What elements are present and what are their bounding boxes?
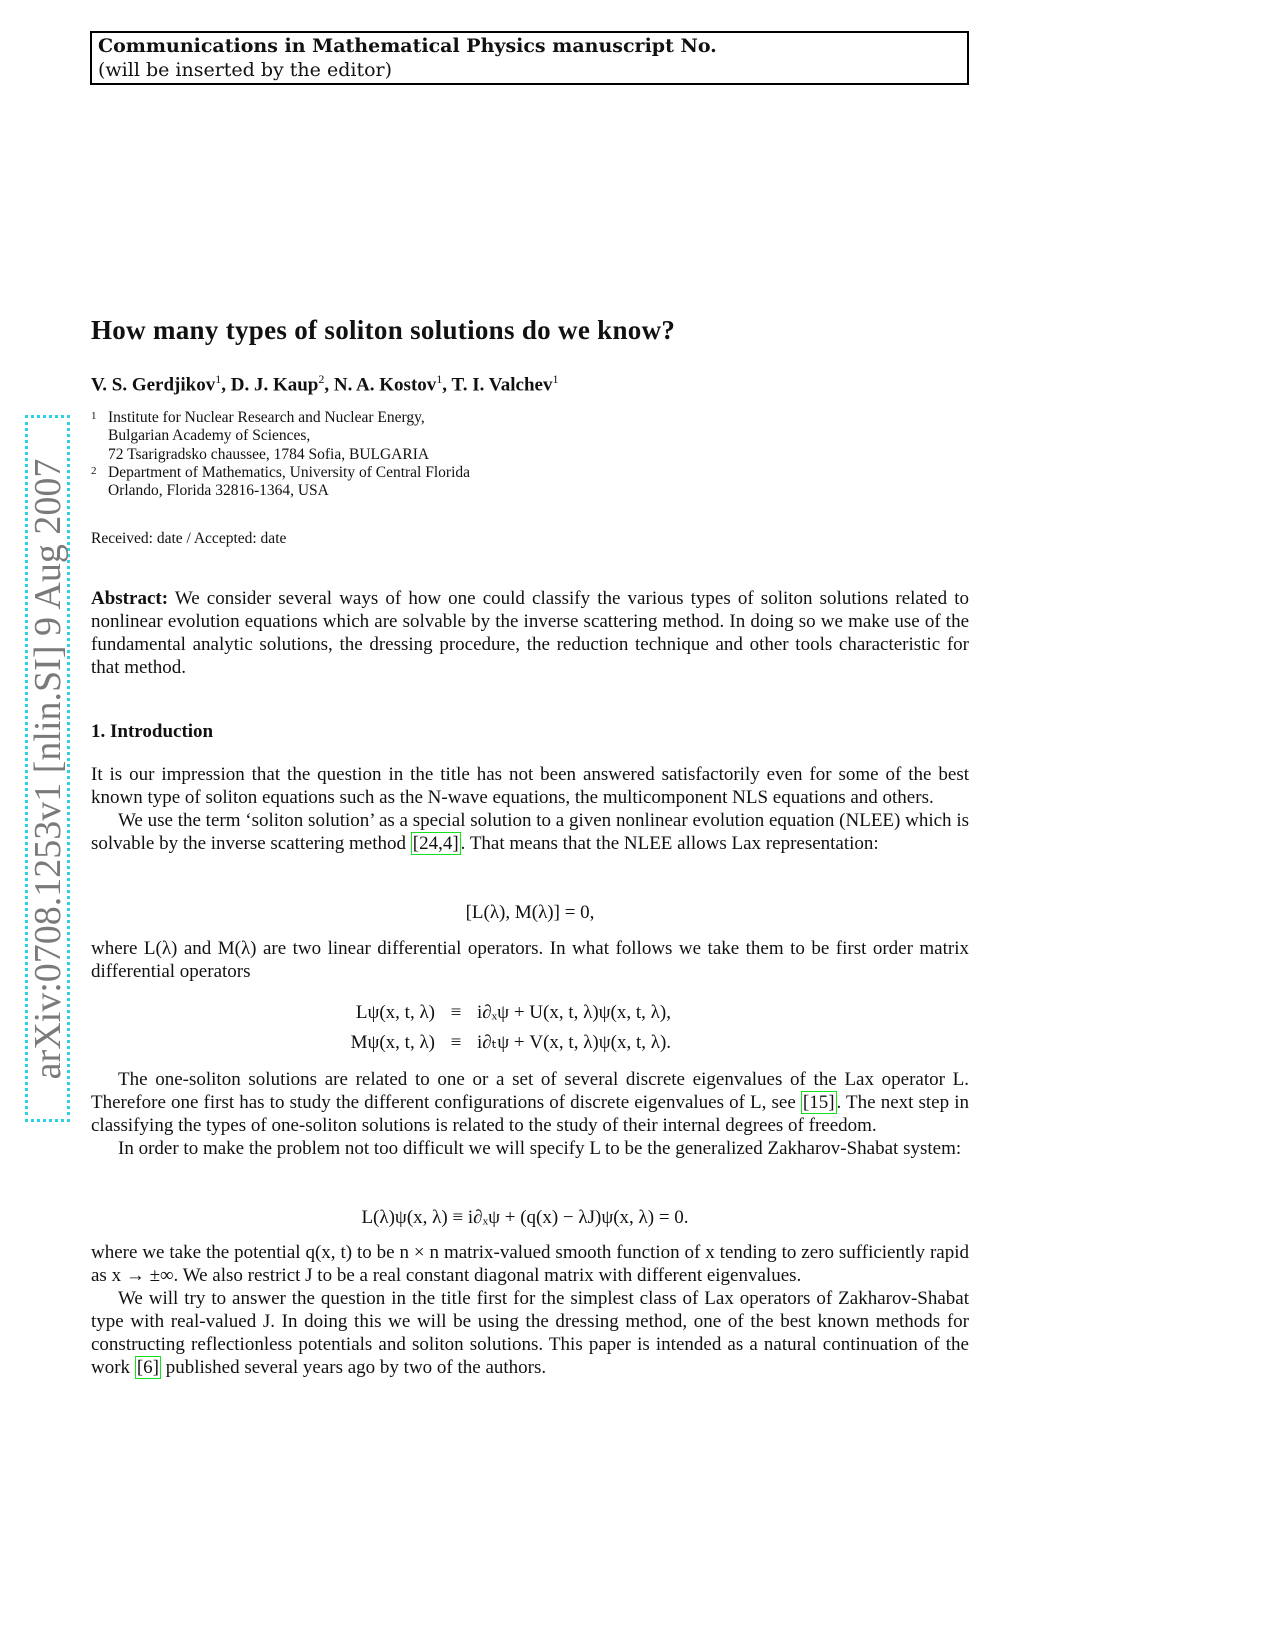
- section-heading: 1. Introduction: [91, 721, 214, 742]
- author-affiliation-mark: 1: [215, 372, 222, 386]
- arxiv-stamp: [25, 415, 70, 1122]
- citation-link[interactable]: [24,4]: [412, 833, 459, 854]
- paragraph: In order to make the problem not too difficult we will specify L to be the generalized Zakharov-Shabat system:: [118, 1138, 962, 1159]
- operator-equations: [340, 998, 671, 1058]
- author-affiliation-mark: 1: [436, 372, 443, 386]
- journal-header-box: [90, 31, 969, 85]
- paragraph-text: We will try to answer the question in the title first for the simplest class of Lax operators of Zakharov-Shabat type with real-valued J. In doing this we will be using the dressing method, one of the best known methods for constructing reflectionless potentials and soliton solutions. This paper is intended as a natural continuation of the work: [91, 1288, 969, 1378]
- received-date: Received: date / Accepted: date: [91, 530, 287, 547]
- equation-lhs: Lψ(x, t, λ): [355, 1002, 435, 1023]
- affiliation-line: Institute for Nuclear Research and Nuclear Energy,: [108, 409, 425, 426]
- paragraph-text: The one-soliton solutions are related to one or a set of several discrete eigenvalues of the Lax operator L. Therefore one first has to study the different configurations of discrete eigenvalues of L, see: [91, 1069, 969, 1113]
- paragraph-text: published several years ago by two of the authors.: [160, 1357, 547, 1378]
- arxiv-identifier: arXiv:0708.1253v1 [nlin.SI] 9 Aug 2007: [26, 458, 69, 1079]
- paragraph-text: . That means that the NLEE allows Lax representation:: [460, 833, 879, 854]
- author-affiliation-mark: 2: [318, 372, 325, 386]
- author-name: V. S. Gerdjikov: [91, 374, 216, 396]
- paragraph: [91, 809, 969, 855]
- lax-equation: [L(λ), M(λ)] = 0,: [465, 902, 595, 923]
- zakharov-shabat-equation: L(λ)ψ(x, λ) ≡ i∂ₓψ + (q(x) − λJ)ψ(x, λ) = 0.: [361, 1207, 689, 1228]
- affiliation-line: Orlando, Florida 32816-1364, USA: [108, 482, 329, 500]
- abstract-label: Abstract:: [91, 588, 169, 609]
- affiliation-line: Department of Mathematics, University of Central Florida: [108, 463, 471, 481]
- citation-link[interactable]: [15]: [802, 1092, 835, 1113]
- author-name: D. J. Kaup: [230, 374, 319, 396]
- author-name: T. I. Valchev: [451, 374, 553, 396]
- body-text: [91, 1068, 969, 1160]
- paragraph-text: . The next step in classifying the types of one-soliton solutions is related to the study of their internal degrees of freedom.: [91, 1092, 970, 1136]
- equation-lhs: Mψ(x, t, λ): [350, 1032, 435, 1053]
- affiliation-line: 72 Tsarigradsko chaussee, 1784 Sofia, BULGARIA: [108, 445, 430, 463]
- equation-rhs: i∂ₓψ + U(x, t, λ)ψ(x, t, λ),: [477, 1002, 671, 1023]
- author-name: N. A. Kostov: [333, 374, 437, 396]
- affiliation-number: 2: [91, 464, 97, 477]
- equiv-symbol: ≡: [450, 1032, 462, 1053]
- abstract-text: We consider several ways of how one could classify the various types of soliton solutions related to nonlinear evolution equations which are solvable by the inverse scattering method. In doing so we make use of the fundamental analytic solutions, the dressing procedure, the reduction technique and other tools characteristic for that method.: [91, 588, 969, 678]
- author-affiliation-mark: 1: [552, 372, 559, 386]
- body-text: [91, 1241, 969, 1379]
- paragraph: where L(λ) and M(λ) are two linear differential operators. In what follows we take them to be first order matrix differential operators: [91, 938, 969, 982]
- abstract: [91, 587, 969, 679]
- equation-rhs: i∂ₜψ + V(x, t, λ)ψ(x, t, λ).: [477, 1032, 672, 1053]
- equiv-symbol: ≡: [450, 1002, 462, 1023]
- paragraph: [91, 1068, 969, 1137]
- paragraph: It is our impression that the question in the title has not been answered satisfactorily even for some of the best known type of soliton equations such as the N-wave equations, the multicomponent NLS equations and others.: [91, 764, 969, 808]
- body-text: [91, 937, 969, 983]
- journal-name: Communications in Mathematical Physics manuscript No.: [98, 35, 717, 57]
- paper-title: How many types of soliton solutions do we know?: [91, 315, 676, 345]
- paragraph-text: We use the term ‘soliton solution’ as a special solution to a given nonlinear evolution equation (NLEE) which is solvable by the inverse scattering method: [91, 810, 969, 854]
- author-list: V. S. Gerdjikov$^1$, D. J. Kaup$^2$, N. A. Kostov$^1$, T. I. Valchev$^1$: [91, 372, 559, 396]
- body-text: [91, 763, 969, 855]
- paragraph: where we take the potential q(x, t) to be n × n matrix-valued smooth function of x tending to zero sufficiently rapid as x → ±∞. We also restrict J to be a real constant diagonal matrix with different eigenvalues.: [91, 1242, 969, 1286]
- affiliation-line: Bulgarian Academy of Sciences,: [108, 427, 311, 445]
- affiliations: [91, 409, 470, 500]
- editor-note: (will be inserted by the editor): [98, 59, 393, 81]
- citation-link[interactable]: [6]: [136, 1357, 159, 1378]
- affiliation-number: 1: [91, 410, 97, 422]
- paragraph: [91, 1287, 969, 1379]
